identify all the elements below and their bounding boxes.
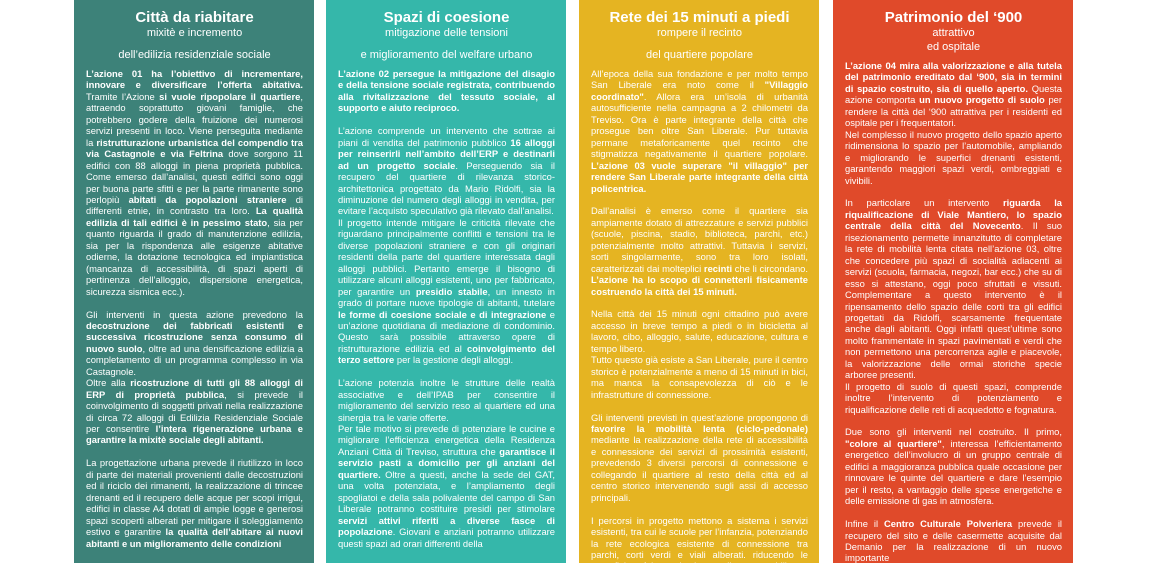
text: Oltre alla (86, 377, 131, 389)
column-spazi-di-coesione (326, 0, 566, 563)
column-subtitle: mixitè e incremento (146, 27, 243, 39)
bold-text: ricostruzione di tutti gli 88 alloggi di ERP di proprietà pubblica (86, 377, 303, 400)
text: L’azione comprende un intervento che sottrae ai piani di vendita del patrimonio pubblico (338, 125, 555, 148)
column-subtitle: attrattivo (932, 27, 975, 39)
text: Infine il (845, 518, 884, 530)
column-body (845, 60, 1062, 564)
body-paragraph (845, 60, 1062, 129)
column-subtitle: rompere il recinto (657, 27, 742, 39)
bold-text: garantisce il servizio pasti a domicilio per gli anziani del quartiere. (338, 445, 555, 480)
bold-text: 16 alloggi per reinserirli nell’ambito dell’ERP e destinarli ad un progetto sociale (338, 136, 555, 171)
column-rete-dei-15-minuti (579, 0, 819, 583)
text: Due sono gli interventi nel costruito. Il primo, (845, 426, 1062, 438)
bold-text: l’intera rigenerazione urbana e garantire la mixitè sociale degli abitanti. (86, 423, 304, 446)
body-paragraph (86, 457, 303, 549)
bold-text: "Villaggio coordinato" (591, 79, 808, 102)
text: Dall’analisi è emerso come il quartiere sia ampiamente dotato di attrezzature e servizi pubblici (scuole, piscina, stadio, biblioteca, parchi, etc.) potenzialmente molto attrattivi. Tuttavia i servizi, sorti singolarmente, sono tra loro isolati, caratterizzati dai molteplici (591, 205, 808, 274)
text: , si prevede il coinvolgimento di soggetti privati nella realizzazione di circa 72 alloggi di Edilizia Residenziale Sociale per consentire (86, 388, 303, 435)
column-header (845, 8, 1062, 54)
body-paragraph (86, 377, 303, 446)
text: Per tale motivo si prevede di potenziare le cucine e migliorare l’efficienza energetica della Residenza Anziani Città di Treviso, struttura che (338, 423, 555, 457)
body-paragraph (845, 518, 1062, 564)
body-paragraph (591, 515, 808, 583)
bold-text: si vuole ripopolare il quartiere (159, 90, 301, 102)
text: per rendere la città del ‘900 attrattiva per i residenti ed ospitale per i frequentatori. (845, 94, 1063, 129)
bold-text: la qualità dell’abitare ai nuovi abitanti e un miglioramento delle condizioni (86, 526, 303, 549)
text: Questa azione comporta (845, 82, 1062, 106)
bold-text: La qualità edilizia di tali edifici è in pessimo stato (86, 205, 303, 228)
text: e un’azione quotidiana di mediazione di condominio. Questo sarà possibile attraverso opere di ristrutturazione edilizia ed al (338, 308, 555, 354)
bold-text: L’azione ha lo scopo di connetterli fisicamente costruendo la città dei 15 minuti. (591, 274, 808, 297)
bold-text: presidio stabile (415, 285, 488, 297)
body-paragraph (86, 309, 303, 378)
column-citta-da-riabitare (74, 0, 314, 563)
text: All’epoca della sua fondazione e per molto tempo San Liberale era noto come il (591, 68, 808, 91)
text: dove sorgono 11 edifici con 88 alloggi in piena proprietà pubblica. Come emerso dall’analisi, questi edifici sono oggi per buona parte sfitti e per la parte rimanente sono perlopiù (86, 148, 303, 205)
body-paragraph (338, 377, 555, 423)
body-paragraph (338, 423, 555, 549)
text: . Il suo risezionamento permette innanzitutto di completare la rete di mobilità lenta citata nell’azione 03, oltre che concedere più spazi di socialità adiacenti ai servizi (scuola, farmacia, negozi, bar ecc.) che su di esso si attestano, oggi poco sfruttati e vissuti. Complementare a questo intervento è il ripensamento dello spazio delle corti tra gli edifici progettati da Ridolfi, scarsamente frequentate anche dagli abitanti. Oggi infatti quest’ultime sono molto frammentate in spazi pavimentati e verdi che non permettono una percorrenza agile e piacevole, la valorizzazione delle ormai storiche specie arboree presenti. (845, 220, 1062, 381)
column-header (338, 8, 555, 62)
column-title: Patrimonio del ‘900 (884, 9, 1023, 26)
body-paragraph (338, 125, 555, 217)
column-subtitle: ed ospitale (926, 40, 981, 53)
bold-text: favorire la mobilità lenta (ciclo-pedonale) (591, 423, 808, 434)
body-paragraph (845, 426, 1062, 506)
text: per la gestione degli alloggi. (394, 354, 514, 366)
text: I percorsi in progetto mettono a sistema i servizi esistenti, tra cui le scuole per l’infanzia, potenziando la rete ecologica esistente di connessione tra parchi, corti verdi e viali alberati. riducendo le superfici asfaltate destinate alle automobili per favorire (591, 514, 808, 583)
bold-text: servizi attivi riferiti a diverse fasce di popolazione (338, 514, 555, 538)
text: Il progetto di suolo di questi spazi, comprende inoltre l’intervento di potenziamento e riqualificazione delle reti di acquedotto e fognatura. (845, 380, 1062, 415)
bold-text: decostruzione dei fabbricati esistenti e successiva ricostruzione senza consumo di nuovo suolo (86, 319, 303, 354)
column-title: Spazi di coesione (383, 9, 510, 26)
column-subtitle: del quartiere popolare (645, 48, 754, 61)
text: Nel complesso il nuovo progetto dello spazio aperto ridimensiona lo spazio per l’automobile, ampliando e migliorando le superfici drenanti esistenti, garantendo maggiori spazi verdi, ombreggiati e vivibili. (845, 128, 1062, 186)
bold-text: riguarda la riqualificazione di Viale Mantiero, lo spazio centrale della città del Novecento (845, 197, 1063, 232)
column-header (591, 8, 808, 62)
body-paragraph (845, 381, 1062, 415)
body-paragraph (591, 308, 808, 354)
body-paragraph (591, 68, 808, 194)
column-body (338, 68, 555, 549)
bold-text: "colore al quartiere" (845, 437, 942, 449)
bold-text: ristrutturazione urbanistica del compendio tra via Castagnole e via Feltrina (86, 136, 303, 160)
body-paragraph (591, 412, 808, 504)
text: La progettazione urbana prevede il riutilizzo in loco di parte dei materiali provenienti dalle decostruzioni ed il riciclo dei rimanenti, la realizzazione di trincee drenanti ed il recupero delle acque per scopi irrigui, edifici in classe A4 dotati di ampie logge e generosi spazi scoperti alberati per mitigare il soleggiamento estivo e garantire (86, 457, 303, 538)
text: prevede il recupero del sito e delle casermette acquisite dal Demanio per la realizzazione di un nuovo importante (845, 518, 1063, 564)
text: mediante la realizzazione della rete di accessibilità e connessione dei servizi di prossimità esistenti, prevedendo 3 diversi percorsi di connessione e collegando il quartiere al resto della città ed al centro storico intervenendo sugli assi di accesso principali. (591, 434, 808, 503)
column-header (86, 8, 303, 62)
body-paragraph (845, 129, 1062, 186)
body-paragraph (591, 354, 808, 400)
text: Gli interventi in questa azione prevedono la (86, 308, 303, 320)
bold-text: abitati da popolazioni straniere (128, 193, 287, 205)
bold-text: le forme di coesione sociale e di integrazione (338, 308, 547, 320)
bold-text: L’azione 01 ha l’obiettivo di incrementare, innovare e diversificare l’offerta abitativa. (86, 68, 303, 91)
column-subtitle: e miglioramento del welfare urbano (360, 48, 533, 61)
text: , oltre ad una densificazione edilizia a completamento di un programma complesso in via Castagnole. (86, 342, 304, 377)
text: di differenti etnie, in contrasto tra loro. (86, 193, 303, 217)
body-paragraph (338, 217, 555, 366)
bold-text: recinti (703, 262, 733, 274)
column-patrimonio-del-900 (833, 0, 1073, 563)
bold-text: coinvolgimento del terzo settore (338, 342, 555, 366)
text: , un innesto in grado di portare nuove tipologie di abitanti, tutelare (338, 285, 556, 309)
column-body (591, 68, 808, 583)
column-subtitle: dell’edilizia residenziale sociale (118, 48, 271, 61)
text: . Perseguendo sia il recupero del quartiere di rilevanza storico-architettonica progettato da Mario Ridolfi, sia la diminuzione del numero degli alloggi in vendita, per evitare l’acquisto speculativo già rilevato dall’analisi. (338, 159, 556, 217)
text: In particolare un intervento (845, 197, 1003, 209)
text: Tramite l’Azione (86, 90, 160, 102)
column-body (86, 68, 303, 549)
column-subtitle: mitigazione delle tensioni (385, 27, 508, 39)
text: , attraendo soprattutto giovani famiglie, che potrebbero godere della fruizione dei numerosi servizi presenti in loco. Viene perseguita mediante la (86, 90, 303, 148)
text: , interessa l’efficientamento energetico dell’involucro di un gruppo centrale di edifici a maggioranza pubblica quale occasione per rinnovare le quinte del quartiere e dare l’esempio per il resto, a vantaggio delle spese energetiche e delle emissione di gas in atmosfera. (845, 437, 1062, 507)
body-paragraph (845, 197, 1062, 380)
text: . Allora era un’isola di urbanità autosufficiente nella campagna a 2 chilometri da Treviso. Ora è parte integrante della città che prosegue ben oltre San Liberale. Pur tuttavia permane metaforicamente quel recinto che stigmatizza negativamente il quartiere popolare. (591, 90, 808, 160)
text: , sia per quanto riguarda il grado di manutenzione edilizia, sia per la rispondenza alle esigenze abitative odierne, la dotazione tecnologica ed impiantistica (mancanza di accessibilità, di spazi aperti di pertinenza dell’alloggio, dispersione energetica, sicurezza sismica ecc.). (86, 216, 303, 297)
text: L’azione potenzia inoltre le strutture delle realtà associative e dell’IPAB per consentire il miglioramento del servizio reso al quartiere ed una sinergia tra le varie offerte. (338, 377, 555, 423)
text: Oltre a questi, anche la sede del GAT, una volta potenziata, e l’ampliamento degli spogliatoi e della sala polivalente del campo di San Liberale potranno costituire presidi per stimolare (338, 468, 555, 515)
text: Nella città dei 15 minuti ogni cittadino può avere accesso in breve tempo a piedi o in bicicletta al lavoro, cibo, alloggio, salute, educazione, cultura e tempo libero. (591, 308, 808, 354)
text: . Giovani e anziani potranno utilizzare questi spazi ad orari differenti della (338, 526, 555, 549)
text: Il progetto intende mitigare le criticità rilevate che riguardano principalmente conflitti e tensioni tra le diverse popolazioni straniere e con gli originari residenti della parte del quartiere interessata dagli alloggi pubblici. Pertanto emerge il bisogno di utilizzare alcuni alloggi esistenti, uno per fabbricato, per garantire un (338, 216, 555, 297)
body-paragraph (338, 68, 555, 114)
bold-text: L’azione 02 persegue la mitigazione del disagio e della tensione sociale registrata, contribuendo alla rivitalizzazione del tessuto sociale, al supporto e aiuto reciproco. (338, 68, 555, 114)
body-paragraph (86, 68, 303, 297)
text: Gli interventi previsti in quest’azione propongono di (591, 411, 808, 423)
bold-text: L’azione 03 vuole superare "il villaggio" per rendere San Liberale parte integrante della città policentrica. (591, 159, 808, 194)
column-title: Città da riabitare (135, 9, 254, 26)
text: Tutto questo già esiste a San Liberale, pure il centro storico è potenzialmente a meno di 15 minuti in bici, ma manca la consapevolezza di ciò e le infrastrutture di connessione. (591, 354, 808, 400)
body-paragraph (591, 205, 808, 297)
column-title: Rete dei 15 minuti a piedi (609, 9, 790, 26)
bold-text: un nuovo progetto di suolo (919, 94, 1045, 106)
bold-text: Centro Culturale Polveriera (884, 518, 1013, 530)
bold-text: L’azione 04 mira alla valorizzazione e alla tutela del patrimonio ereditato dal ‘900, sia in termini di spazio costruito, sia di quello aperto. (845, 60, 1062, 94)
text: che li circondano. (732, 262, 808, 274)
